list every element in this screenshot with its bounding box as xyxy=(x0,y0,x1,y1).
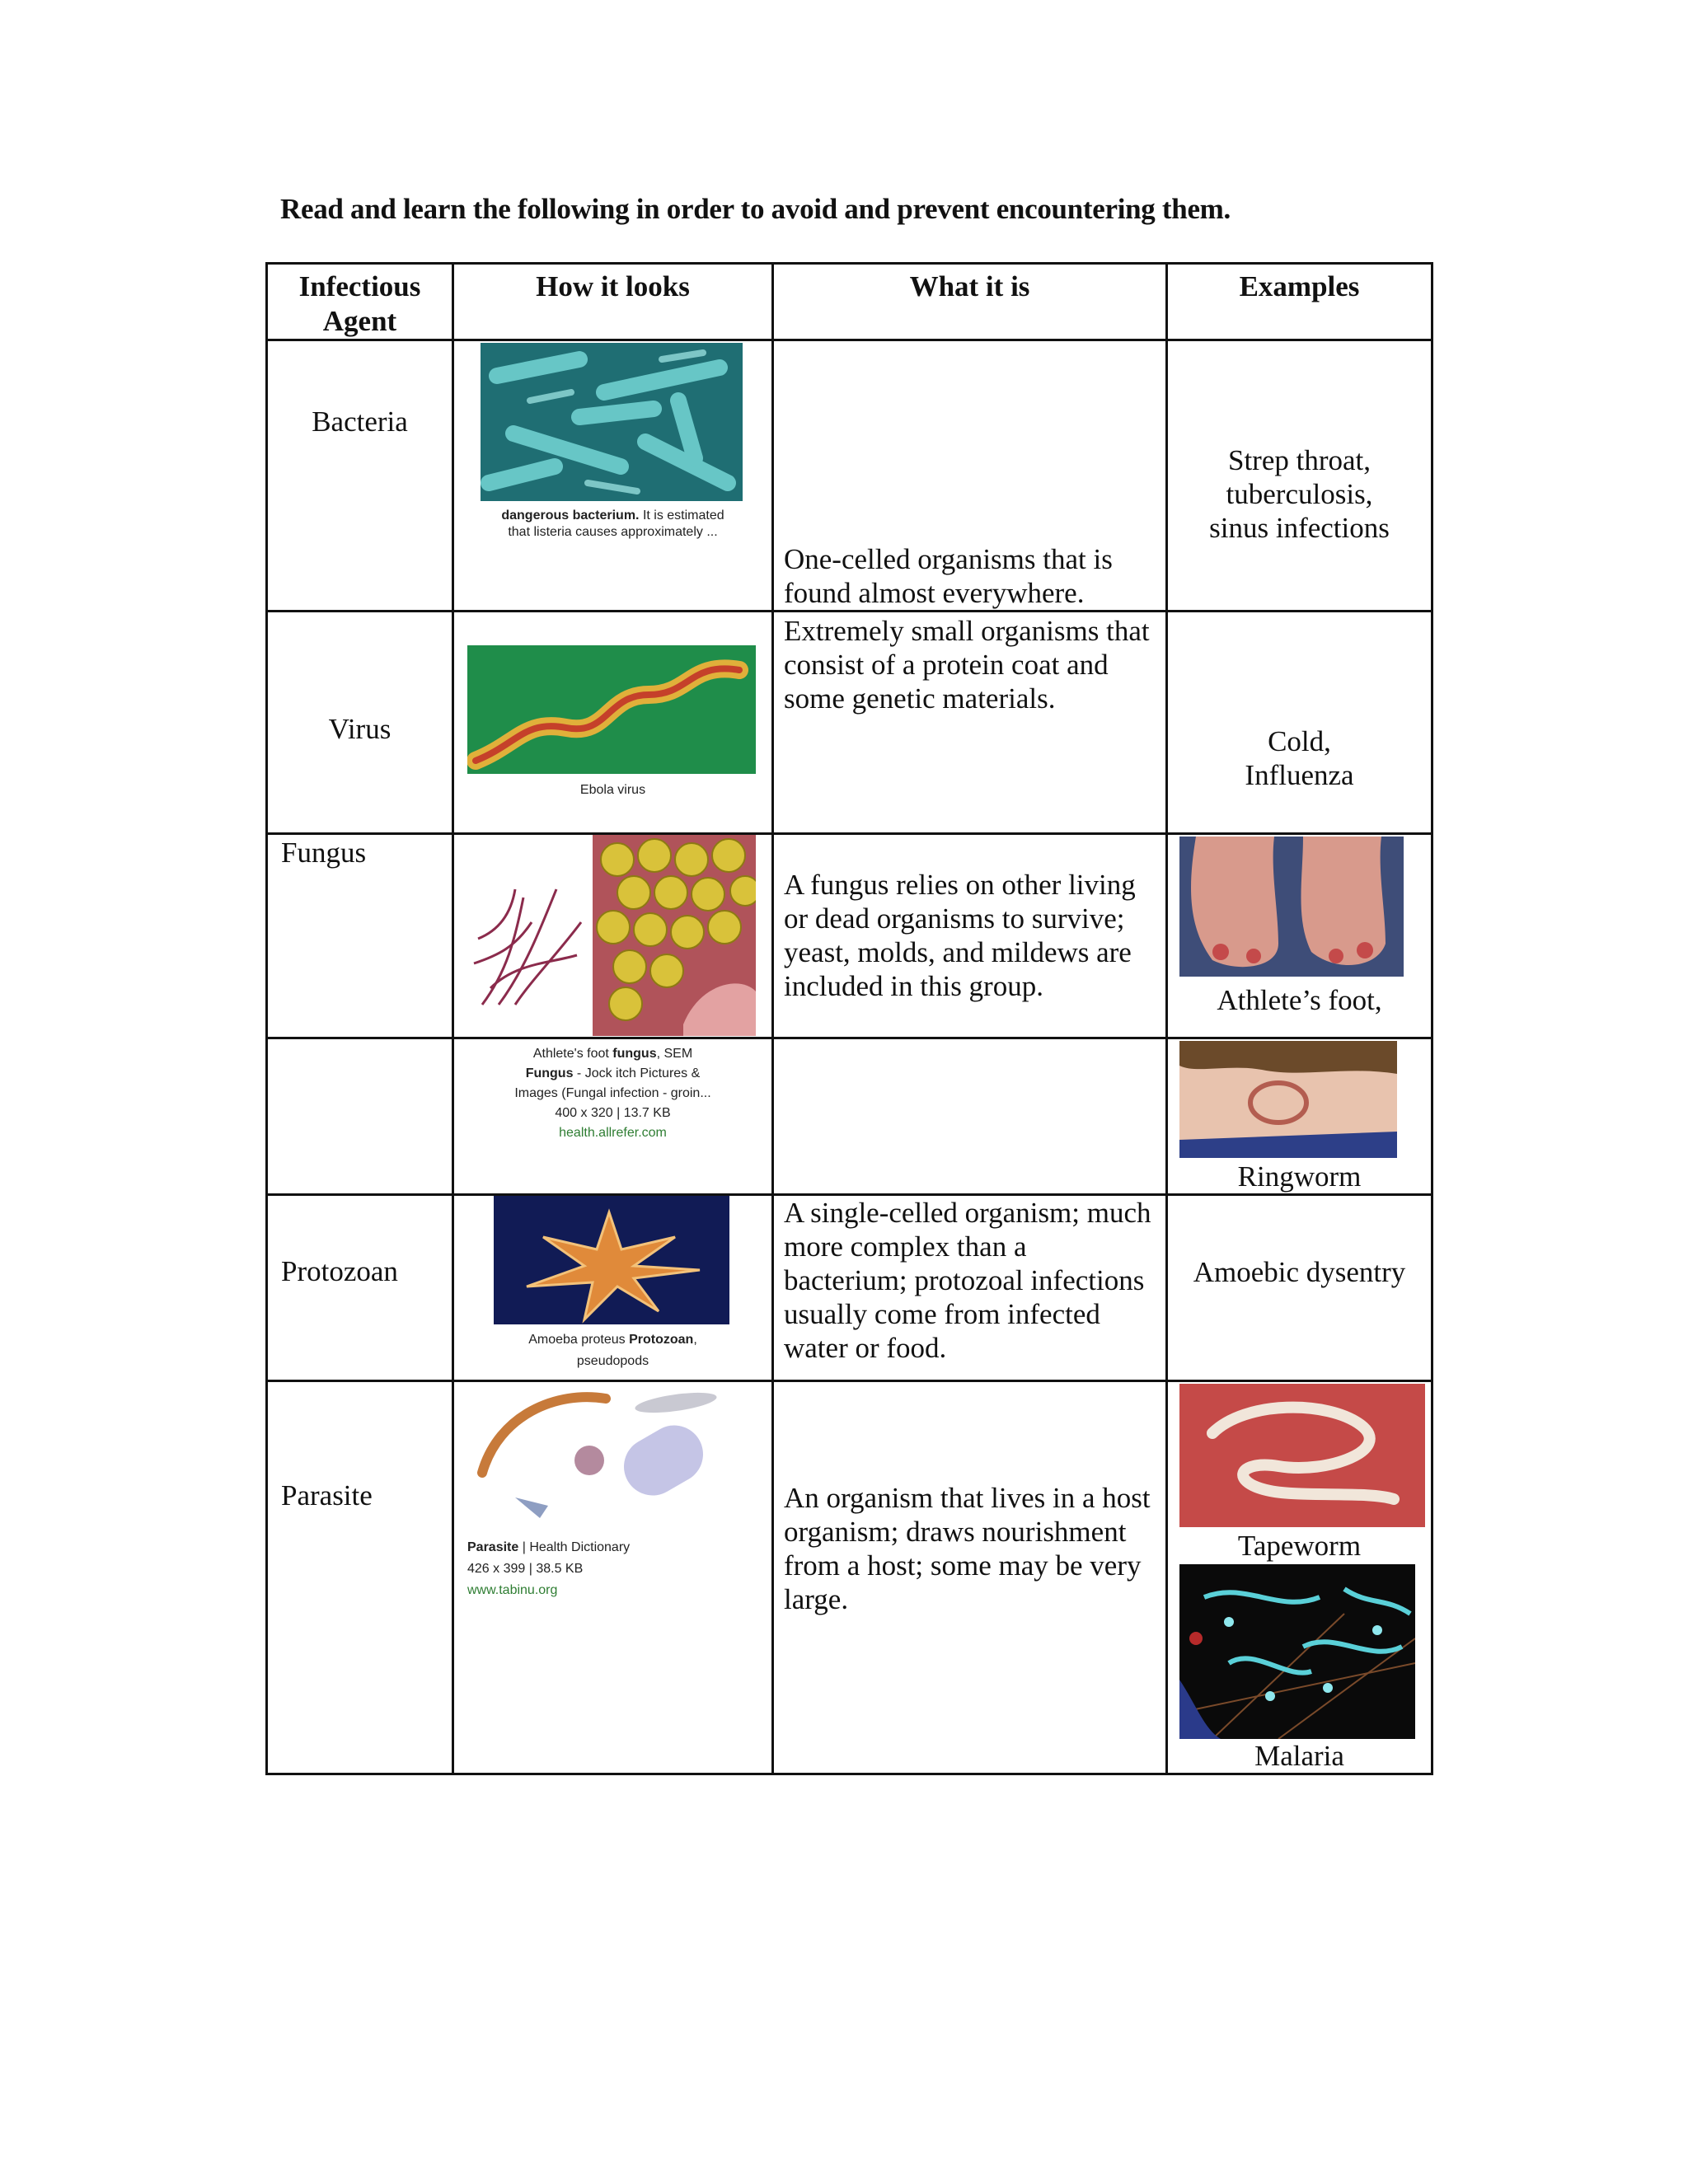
fungus-image-cell xyxy=(453,834,773,1038)
agent-name: Parasite xyxy=(267,1381,453,1774)
bacteria-image xyxy=(481,343,743,501)
amoeba-image xyxy=(494,1196,729,1324)
ringworm-image xyxy=(1179,1041,1397,1158)
examples xyxy=(1167,1038,1432,1195)
protozoan-image-cell xyxy=(453,1195,773,1381)
example-label: Tapeworm xyxy=(1237,1530,1362,1562)
ebola-virus-image xyxy=(467,645,756,774)
examples xyxy=(1167,834,1432,1038)
fungus-spores-image xyxy=(593,835,756,1036)
description: A fungus relies on other living or dead organisms to survive; yeast, molds, and mildews are included in this group. xyxy=(773,834,1167,1038)
infectious-agents-table xyxy=(265,262,1433,1775)
example-label: Amoebic dysentry xyxy=(1193,1256,1406,1288)
column-header-what: What it is xyxy=(773,264,1167,340)
fungus-caption-cell xyxy=(453,1038,773,1195)
table-row xyxy=(267,1195,1432,1381)
description: Extremely small organisms that consist of a protein coat and some genetic materials. xyxy=(773,612,1167,834)
examples: Cold, Influenza xyxy=(1167,612,1432,834)
image-caption: Parasite | Health Dictionary 426 x 399 | 38.5 KB www.tabinu.org xyxy=(467,1540,631,1597)
column-header-agent: Infectious Agent xyxy=(267,264,453,340)
example-label: Malaria xyxy=(1254,1740,1344,1772)
page-heading: Read and learn the following in order to avoid and prevent encountering them. xyxy=(280,193,1231,225)
empty-cell xyxy=(267,1038,453,1195)
empty-cell xyxy=(773,1038,1167,1195)
description: One-celled organisms that is found almost everywhere. xyxy=(773,340,1167,612)
example-label: Ringworm xyxy=(1237,1160,1362,1193)
description: A single-celled organism; much more complex than a bacterium; protozoal infections usually come from infected water or food. xyxy=(773,1195,1167,1381)
table-header-row xyxy=(267,264,1432,340)
parasite-image xyxy=(466,1382,738,1534)
table-row xyxy=(267,1038,1432,1195)
table-row xyxy=(267,834,1432,1038)
athletes-foot-image xyxy=(1179,837,1404,977)
tapeworm-image xyxy=(1179,1384,1425,1527)
agent-name: Protozoan xyxy=(267,1195,453,1381)
column-header-looks: How it looks xyxy=(453,264,773,340)
image-caption: Athlete's foot fungus, SEM Fungus - Jock itch Pictures & Images (Fungal infection - groin... 400 x 320 | 13.7 KB health.allrefer.com xyxy=(514,1047,711,1140)
agent-name: Fungus xyxy=(267,834,453,1038)
image-caption: Ebola virus xyxy=(579,783,646,797)
examples: Strep throat, tuberculosis, sinus infections xyxy=(1167,340,1432,612)
image-caption: Amoeba proteus Protozoan, pseudopods xyxy=(528,1333,697,1368)
agent-name: Virus xyxy=(267,612,453,834)
examples xyxy=(1167,1381,1432,1774)
parasite-image-cell xyxy=(453,1381,773,1774)
fungus-hyphae-image xyxy=(466,865,589,1013)
example-label: Athlete’s foot, xyxy=(1217,984,1382,1016)
virus-image-cell xyxy=(453,612,773,834)
table-row xyxy=(267,612,1432,834)
column-header-examples: Examples xyxy=(1167,264,1432,340)
image-caption: dangerous bacterium. It is estimated that listeria causes approximately ... xyxy=(501,509,724,539)
table-row xyxy=(267,1381,1432,1774)
agent-name: Bacteria xyxy=(267,340,453,612)
bacteria-image-cell xyxy=(453,340,773,612)
description: An organism that lives in a host organism; draws nourishment from a host; some may be very large. xyxy=(773,1381,1167,1774)
examples xyxy=(1167,1195,1432,1381)
malaria-image xyxy=(1179,1564,1415,1739)
table-row xyxy=(267,340,1432,612)
